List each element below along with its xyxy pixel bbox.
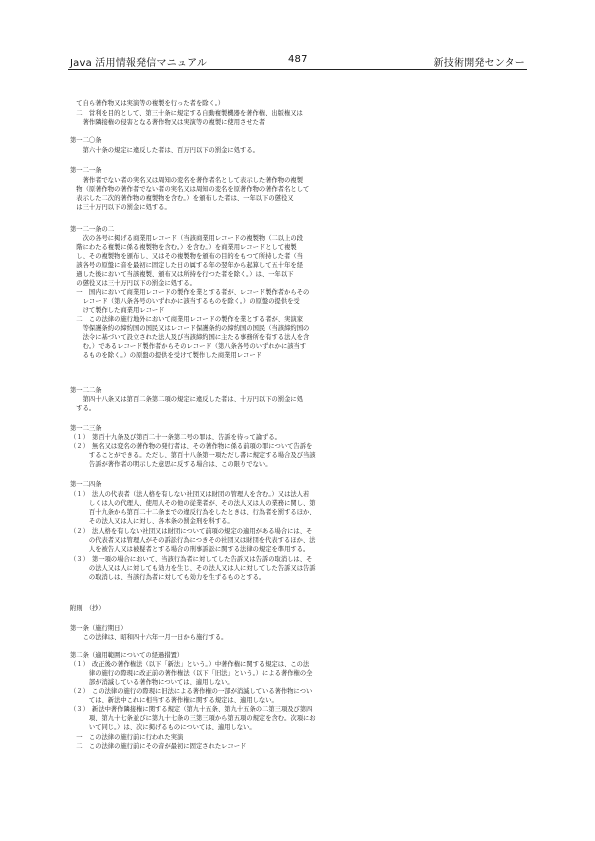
text-line: することができる。ただし、第百十八条第一項ただし書に規定する場合及び当該 <box>70 452 316 459</box>
text-line: （２） この法律の施行の際現に旧法による著作権の一部が消滅している著作物につい <box>70 688 313 695</box>
text-line: 一 この法律の施行前に行われた実演 <box>70 734 184 741</box>
header-rule <box>68 69 527 70</box>
text-line: 第六十条の規定に違反した者は、百万円以下の罰金に処する。 <box>70 147 259 154</box>
text-line: 律の施行の際現に改正前の著作権法（以下「旧法」という。）による著作権の全 <box>70 670 313 677</box>
text-line: （１） 改正後の著作権法（以下「新法」という。）中著作権に関する規定は、この法 <box>70 661 310 668</box>
text-line: 第一二〇条 <box>70 137 102 144</box>
text-line: の懲役又は三十万円以下の罰金に処する。 <box>70 280 196 287</box>
text-line: し、その複製物を頒布し、又はその複製物を頒布の目的をもつて所持した者（当 <box>70 253 303 260</box>
text-line: 過した後において当該複製、頒布又は所持を行つた者を除く。）は、一年以下 <box>70 271 294 278</box>
text-line: む。）であるレコード製作者からそのレコード（第八条各号のいずれかに該当す <box>70 343 307 350</box>
text-line: 第一条（施行期日） <box>70 625 127 632</box>
text-line: 第一二四条 <box>70 481 102 488</box>
text-line: ては、新法中これに相当する著作権に関する規定は、適用しない。 <box>70 697 278 704</box>
text-line: 法令に基づいて設立された法人及び当該締約国に主たる事務所を有する法人を含 <box>70 334 310 341</box>
text-line: 告訴が著作者の明示した意思に反する場合は、この限りでない。 <box>70 461 272 468</box>
text-line: しくは人の代理人、使用人その他の従業者が、その法人又は人の業務に関し、第 <box>70 500 316 507</box>
page-number: 487 <box>288 54 308 65</box>
text-line: その法人又は人に対し、各本条の罰金刑を科する。 <box>70 518 234 525</box>
text-line: 附則 （抄） <box>70 605 105 612</box>
text-line: 表示した二次的著作物の複製物を含む。）を頒布した者は、一年以下の懲役又 <box>70 195 294 202</box>
text-line: るものを除く。）の原盤の提供を受けて製作した商業用レコード <box>70 352 262 359</box>
text-line: （２） 法人格を有しない社団又は財団について前項の規定の適用がある場合には、そ <box>70 528 313 535</box>
text-line: 等保護条約の締約国の国民又はレコード保護条約の締約国の国民（当該締約国の <box>70 325 310 332</box>
text-line: 物（原著作物の著作者でない者の実名又は周知の変名を原著作物の著作者名として <box>70 186 310 193</box>
text-line: 二 営利を目的として、第三十条に規定する自動複製機器を著作権、出版権又は <box>70 110 303 117</box>
text-line: て自ら著作物又は実演等の複製を行った者を除く。） <box>70 100 225 107</box>
header-title: Java 活用情報発信マニュアル <box>70 58 208 69</box>
text-line: 二 この法律の施行地外において商業用レコードの製作を業とする者が、実演家 <box>70 316 303 323</box>
text-line: 部が消滅している著作物については、適用しない。 <box>70 679 234 686</box>
text-line: の代表者又は管理人がその訴訟行為につきその社団又は財団を代表するほか、法 <box>70 537 316 544</box>
text-line: 第一二一条の二 <box>70 226 115 233</box>
text-line: けて製作した商業用レコード <box>70 307 165 314</box>
text-line: 著作隣接権の侵害となる著作物又は実演等の複製に使用させた者 <box>70 119 266 126</box>
text-line: 項、第九十七条並びに第九十七条の三第三項から第五項の規定を含む。次項にお <box>70 715 316 722</box>
text-line: 該各号の原盤に音を最初に固定した日の属する年の翌年から起算して五十年を経 <box>70 262 303 269</box>
text-line: （２） 無名又は変名の著作物の発行者は、その著作物に係る前項の罪について告訴を <box>70 443 313 450</box>
text-line: 階にわたる複製に係る複製物を含む。）を含む。）を商業用レコードとして複製 <box>70 244 297 251</box>
header-organization: 新技術開発センター <box>433 58 525 69</box>
text-line: 百十九条から第百二十二条までの違反行為をしたときは、行為者を罰するほか、 <box>70 509 316 516</box>
text-line: いて同じ。）は、次に掲げるものについては、適用しない。 <box>70 724 256 731</box>
text-line: 著作者でない者の実名又は周知の変名を著作者名として表示した著作物の複製 <box>70 177 303 184</box>
text-line: （３） 新法中著作隣接権に関する規定（第九十五条、第九十五条の二第三項及び第四 <box>70 706 313 713</box>
text-line: は三十万円以下の罰金に処する。 <box>70 204 171 211</box>
text-line: レコード（第八条各号のいずれかに該当するものを除く。）の原盤の提供を受 <box>70 298 300 305</box>
text-line: （１） 第百十九条及び第百二十一条第二号の罪は、告訴を待って論ずる。 <box>70 434 281 441</box>
text-line: する。 <box>70 405 96 412</box>
text-line: （１） 法人の代表者（法人格を有しない社団又は財団の管理人を含む。）又は法人若 <box>70 491 310 498</box>
text-line: 第四十八条又は第百二条第二項の規定に違反した者は、十万円以下の罰金に処 <box>70 396 303 403</box>
text-line: 第二条（適用範囲についての経過措置） <box>70 652 184 659</box>
text-line: 二 この法律の施行前にその音が最初に固定されたレコード <box>70 743 247 750</box>
text-line: の取消しは、当該行為者に対しても効力を生ずるものとする。 <box>70 574 266 581</box>
text-line: 一 国内において商業用レコードの製作を業とする者が、レコード製作者からその <box>70 289 310 296</box>
text-line: 人を被告人又は被疑者とする場合の刑事訴訟に関する法律の規定を準用する。 <box>70 546 310 553</box>
text-line: 第一二一条 <box>70 167 102 174</box>
text-line: の法人又は人に対しても効力を生じ、その法人又は人に対してした告訴又は告訴 <box>70 565 316 572</box>
text-line: この法律は、昭和四十六年一月一日から施行する。 <box>70 634 228 641</box>
text-line: 次の各号に掲げる商業用レコード（当該商業用レコードの複製物（二以上の段 <box>70 235 303 242</box>
text-line: 第一二二条 <box>70 387 102 394</box>
text-line: 第一二三条 <box>70 425 102 432</box>
text-line: （３） 第一項の場合において、当該行為者に対してした告訴又は告訴の取消しは、そ <box>70 556 313 563</box>
